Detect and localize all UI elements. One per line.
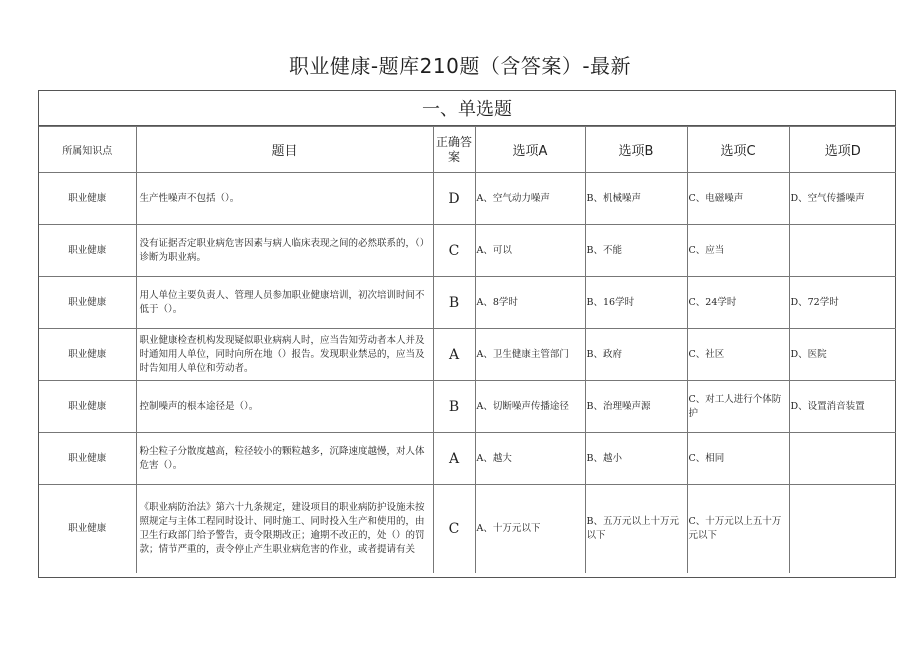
question-cell: 生产性噪声不包括（）。: [136, 173, 433, 225]
answer-cell: A: [433, 329, 475, 381]
option-a-cell: A、切断噪声传播途径: [475, 381, 585, 433]
option-a-cell: A、8学时: [475, 277, 585, 329]
option-b-cell: B、越小: [585, 433, 687, 485]
header-option-a: 选项A: [475, 127, 585, 173]
knowledge-point-cell: 职业健康: [39, 329, 136, 381]
header-knowledge-point: 所属知识点: [39, 127, 136, 173]
header-option-b: 选项B: [585, 127, 687, 173]
question-cell: 控制噪声的根本途径是（）。: [136, 381, 433, 433]
document-title: 职业健康-题库210题（含答案）-最新: [288, 54, 632, 78]
section-title: 一、单选题: [39, 91, 895, 126]
answer-cell: C: [433, 485, 475, 573]
option-a-cell: A、可以: [475, 225, 585, 277]
option-b-cell: B、政府: [585, 329, 687, 381]
question-table-sheet: [38, 90, 896, 578]
option-d-cell: D、设置消音装置: [789, 381, 896, 433]
answer-cell: B: [433, 277, 475, 329]
question-cell: 没有证据否定职业病危害因素与病人临床表现之间的必然联系的，（）诊断为职业病。: [136, 225, 433, 277]
header-option-c: 选项C: [687, 127, 789, 173]
option-b-cell: B、不能: [585, 225, 687, 277]
option-c-cell: C、对工人进行个体防护: [687, 381, 789, 433]
header-answer: 正确答案: [433, 127, 475, 173]
option-c-cell: C、相同: [687, 433, 789, 485]
option-d-cell: D、医院: [789, 329, 896, 381]
knowledge-point-cell: 职业健康: [39, 225, 136, 277]
answer-cell: A: [433, 433, 475, 485]
table-row: [39, 329, 896, 381]
knowledge-point-cell: 职业健康: [39, 433, 136, 485]
knowledge-point-cell: 职业健康: [39, 173, 136, 225]
option-c-cell: C、十万元以上五十万元以下: [687, 485, 789, 573]
option-b-cell: B、16学时: [585, 277, 687, 329]
option-d-cell: [789, 485, 896, 573]
option-c-cell: C、应当: [687, 225, 789, 277]
option-d-cell: D、72学时: [789, 277, 896, 329]
option-a-cell: A、卫生健康主管部门: [475, 329, 585, 381]
question-cell: 《职业病防治法》第六十九条规定，建设项目的职业病防护设施未按照规定与主体工程同时设计、同时施工、同时投入生产和使用的，由卫生行政部门给予警告，责令限期改正；逾期不改正的，处（）的罚款；情节严重的，责令停止产生职业病危害的作业，或者提请有关: [136, 485, 433, 573]
option-b-cell: B、机械噪声: [585, 173, 687, 225]
option-d-cell: [789, 225, 896, 277]
table-row: [39, 173, 896, 225]
knowledge-point-cell: 职业健康: [39, 381, 136, 433]
option-c-cell: C、社区: [687, 329, 789, 381]
table-row: [39, 277, 896, 329]
answer-cell: D: [433, 173, 475, 225]
answer-cell: C: [433, 225, 475, 277]
answer-cell: B: [433, 381, 475, 433]
question-cell: 用人单位主要负责人、管理人员参加职业健康培训，初次培训时间不低于（）。: [136, 277, 433, 329]
option-b-cell: B、治理噪声源: [585, 381, 687, 433]
option-a-cell: A、十万元以下: [475, 485, 585, 573]
option-b-cell: B、五万元以上十万元以下: [585, 485, 687, 573]
header-option-d: 选项D: [789, 127, 896, 173]
option-c-cell: C、24学时: [687, 277, 789, 329]
option-a-cell: A、空气动力噪声: [475, 173, 585, 225]
table-row: [39, 381, 896, 433]
table-row: [39, 433, 896, 485]
header-row: [39, 127, 896, 173]
option-d-cell: D、空气传播噪声: [789, 173, 896, 225]
question-table: [39, 126, 896, 573]
table-row: [39, 485, 896, 573]
option-d-cell: [789, 433, 896, 485]
option-a-cell: A、越大: [475, 433, 585, 485]
option-c-cell: C、电磁噪声: [687, 173, 789, 225]
question-cell: 粉尘粒子分散度越高，粒径较小的颗粒越多，沉降速度越慢，对人体危害（）。: [136, 433, 433, 485]
knowledge-point-cell: 职业健康: [39, 485, 136, 573]
header-question: 题目: [136, 127, 433, 173]
table-row: [39, 225, 896, 277]
knowledge-point-cell: 职业健康: [39, 277, 136, 329]
question-cell: 职业健康检查机构发现疑似职业病病人时，应当告知劳动者本人并及时通知用人单位，同时向所在地（）报告。发现职业禁忌的，应当及时告知用人单位和劳动者。: [136, 329, 433, 381]
